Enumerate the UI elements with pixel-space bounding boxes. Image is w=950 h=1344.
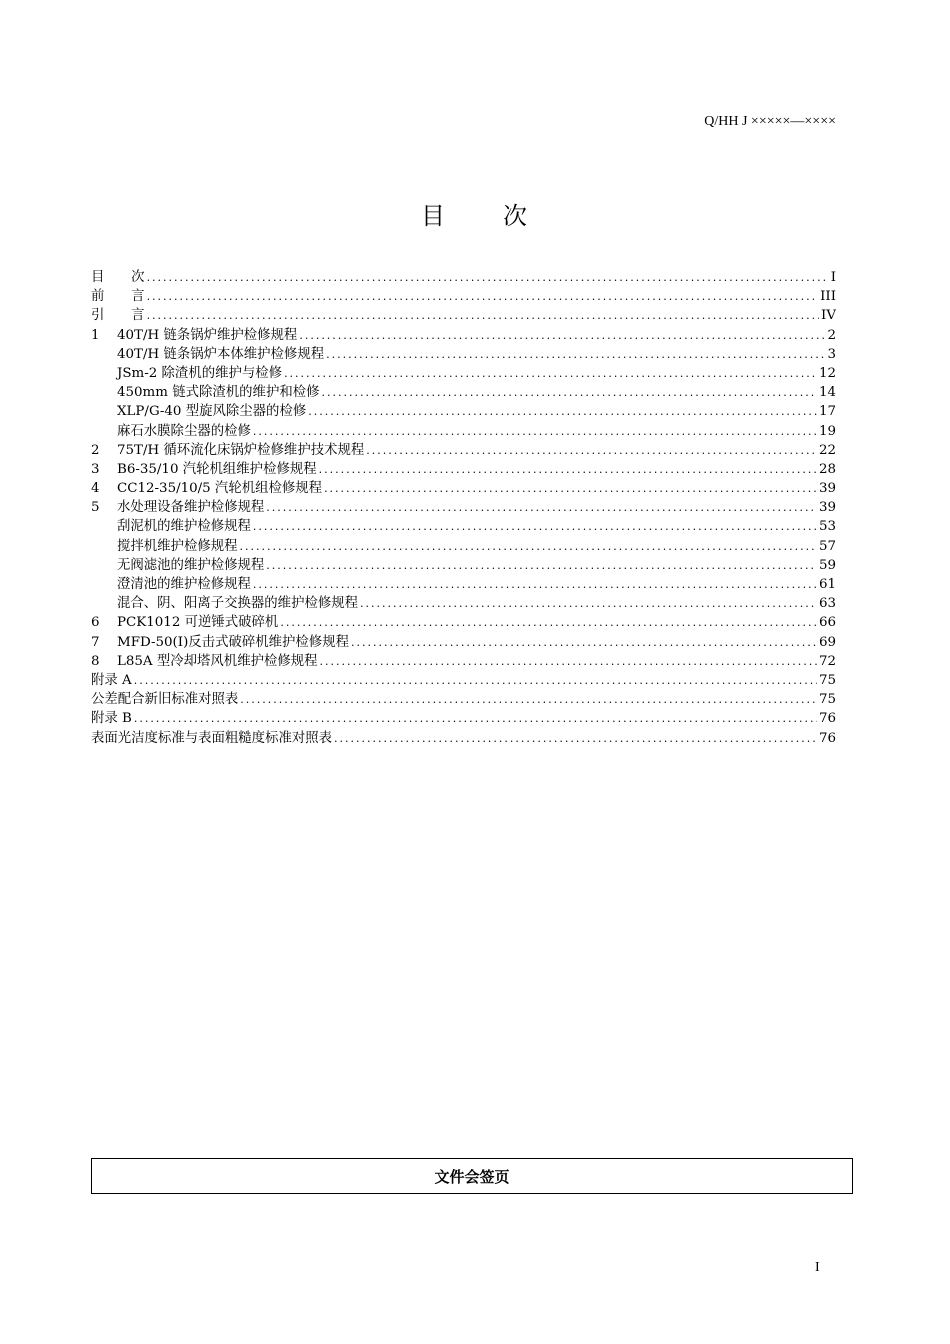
toc-leader-dots bbox=[319, 460, 817, 479]
toc-leader-dots bbox=[240, 537, 817, 556]
toc-entry-label: XLP/G-40 型旋风除尘器的检修 bbox=[117, 404, 307, 420]
toc-leader-dots bbox=[147, 268, 829, 287]
toc-entry-section[interactable] bbox=[91, 422, 836, 441]
toc-leader-dots bbox=[134, 671, 817, 690]
toc-leader-dots bbox=[134, 709, 817, 728]
toc-entry-section[interactable] bbox=[91, 537, 836, 556]
toc-entry-page: 3 bbox=[827, 346, 836, 362]
toc-leader-dots bbox=[366, 441, 817, 460]
toc-entry-label: 75T/H 循环流化床锅炉检修维护技术规程 bbox=[117, 442, 365, 458]
toc-leader-dots bbox=[147, 306, 819, 325]
toc-entry-page: 22 bbox=[818, 442, 836, 458]
toc-entry-label: L85A 型冷却塔风机维护检修规程 bbox=[117, 653, 318, 669]
toc-entry-label: 引 言 bbox=[91, 308, 145, 324]
toc-entry-page: 12 bbox=[818, 365, 836, 381]
toc-entry-page: 75 bbox=[818, 672, 836, 688]
toc-entry-page: 14 bbox=[818, 385, 836, 401]
toc-entry-page: I bbox=[830, 270, 836, 285]
toc-entry-appendix-a[interactable] bbox=[91, 671, 836, 690]
toc-entry-label: CC12-35/10/5 汽轮机组检修规程 bbox=[117, 481, 323, 497]
toc-leader-dots bbox=[360, 594, 817, 613]
toc-entry-section[interactable] bbox=[91, 594, 836, 613]
toc-entry-label: 刮泥机的维护检修规程 bbox=[117, 519, 251, 535]
toc-entry-label: 澄清池的维护检修规程 bbox=[117, 577, 251, 592]
toc-entry-label: 40T/H 链条锅炉维护检修规程 bbox=[117, 327, 298, 343]
toc-entry-label: 目 次 bbox=[91, 270, 145, 285]
toc-entry-number: 1 bbox=[91, 327, 100, 343]
toc-entry-section[interactable] bbox=[91, 345, 836, 364]
toc-entry-label: JSm-2 除渣机的维护与检修 bbox=[117, 365, 283, 381]
toc-entry-label: 表面光洁度标准与表面粗糙度标准对照表 bbox=[91, 730, 333, 746]
toc-entry-label: 前 言 bbox=[91, 289, 145, 305]
toc-entry-page: III bbox=[820, 289, 836, 305]
toc-leader-dots bbox=[284, 364, 817, 383]
toc-entry-section[interactable] bbox=[91, 575, 836, 594]
toc-leader-dots bbox=[322, 383, 817, 402]
toc-entry-label: 450mm 链式除渣机的维护和检修 bbox=[117, 385, 320, 401]
toc-leader-dots bbox=[266, 556, 817, 575]
toc-entry-section[interactable] bbox=[91, 383, 836, 402]
toc-entry-chapter-3[interactable] bbox=[91, 460, 836, 479]
toc-entry-chapter-6[interactable] bbox=[91, 613, 836, 632]
document-signoff-box bbox=[91, 1158, 853, 1194]
toc-entry-chapter-7[interactable] bbox=[91, 633, 836, 652]
toc-entry-chapter-8[interactable] bbox=[91, 652, 836, 671]
page-title bbox=[0, 196, 950, 231]
toc-leader-dots bbox=[324, 479, 817, 498]
toc-entry-appendix-b[interactable] bbox=[91, 709, 836, 728]
toc-entry-page: 75 bbox=[818, 692, 836, 708]
toc-entry-number: 5 bbox=[91, 500, 100, 516]
toc-entry-label: PCK1012 可逆锤式破碎机 bbox=[117, 615, 279, 631]
toc-entry-page: 76 bbox=[818, 711, 836, 727]
toc-leader-dots bbox=[299, 326, 825, 345]
toc-entry-page: 66 bbox=[818, 615, 836, 631]
page-title-part1: 目 bbox=[421, 202, 447, 230]
toc-entry-page: 57 bbox=[818, 538, 836, 554]
toc-entry-number: 4 bbox=[91, 481, 100, 497]
toc-entry-chapter-4[interactable] bbox=[91, 479, 836, 498]
toc-entry-page: 76 bbox=[818, 730, 836, 746]
toc-entry-number: 6 bbox=[91, 615, 100, 631]
toc-entry-label: 混合、阴、阳离子交换器的维护检修规程 bbox=[117, 596, 359, 612]
toc-entry-label: 无阀滤池的维护检修规程 bbox=[117, 557, 265, 573]
toc-entry-section[interactable] bbox=[91, 364, 836, 383]
toc-leader-dots bbox=[334, 729, 817, 748]
page-title-part2: 次 bbox=[503, 202, 529, 230]
toc-entry-label: 附录 B bbox=[91, 711, 132, 727]
toc-leader-dots bbox=[351, 633, 817, 652]
toc-leader-dots bbox=[326, 345, 825, 364]
toc-entry-page: 69 bbox=[818, 634, 836, 650]
toc-leader-dots bbox=[320, 652, 817, 671]
document-code: Q/HH J ×××××—×××× bbox=[704, 114, 836, 129]
toc-leader-dots bbox=[280, 613, 817, 632]
toc-entry-page: 39 bbox=[818, 481, 836, 497]
toc-leader-dots bbox=[253, 575, 817, 594]
toc-entry-page: 63 bbox=[818, 596, 836, 612]
toc-leader-dots bbox=[240, 690, 817, 709]
toc-entry-tolerance-table[interactable] bbox=[91, 690, 836, 709]
toc-entry-number: 7 bbox=[91, 634, 100, 650]
toc-entry-label: 附录 A bbox=[91, 672, 132, 688]
toc-entry-section[interactable] bbox=[91, 556, 836, 575]
toc-entry-label: 水处理设备维护检修规程 bbox=[117, 500, 265, 516]
toc-entry-number: 3 bbox=[91, 461, 100, 477]
toc-leader-dots bbox=[308, 402, 817, 421]
toc-entry-contents[interactable] bbox=[91, 268, 836, 287]
toc-entry-page: 39 bbox=[818, 500, 836, 516]
page-number: I bbox=[815, 1260, 820, 1275]
toc-entry-label: B6-35/10 汽轮机组维护检修规程 bbox=[117, 461, 317, 477]
toc-entry-label: 麻石水膜除尘器的检修 bbox=[117, 423, 251, 439]
toc-entry-label: 40T/H 链条锅炉本体维护检修规程 bbox=[117, 346, 325, 362]
toc-entry-introduction[interactable] bbox=[91, 306, 836, 325]
toc-entry-page: 53 bbox=[818, 519, 836, 535]
toc-entry-surface-table[interactable] bbox=[91, 729, 836, 748]
toc-entry-chapter-1[interactable] bbox=[91, 326, 836, 345]
toc-entry-section[interactable] bbox=[91, 402, 836, 421]
toc-entry-label: 搅拌机维护检修规程 bbox=[117, 538, 238, 554]
toc-entry-page: 59 bbox=[818, 557, 836, 573]
document-signoff-label: 文件会签页 bbox=[434, 1168, 510, 1186]
toc-leader-dots bbox=[147, 287, 819, 306]
toc-entry-chapter-5[interactable] bbox=[91, 498, 836, 517]
toc-entry-number: 8 bbox=[91, 653, 100, 669]
toc-entry-section[interactable] bbox=[91, 517, 836, 536]
toc-leader-dots bbox=[266, 498, 817, 517]
toc-entry-chapter-2[interactable] bbox=[91, 441, 836, 460]
toc-entry-page: 2 bbox=[827, 327, 836, 343]
toc-entry-page: 72 bbox=[818, 653, 836, 669]
toc-leader-dots bbox=[253, 517, 817, 536]
toc-entry-page: 61 bbox=[818, 577, 836, 592]
toc-entry-page: IV bbox=[821, 308, 836, 324]
toc-entry-page: 28 bbox=[818, 461, 836, 477]
table-of-contents bbox=[91, 268, 836, 748]
toc-entry-page: 17 bbox=[818, 404, 836, 420]
toc-entry-foreword[interactable] bbox=[91, 287, 836, 306]
toc-entry-label: 公差配合新旧标准对照表 bbox=[91, 692, 239, 708]
toc-entry-page: 19 bbox=[818, 423, 836, 439]
toc-entry-label: MFD-50(I)反击式破碎机维护检修规程 bbox=[117, 634, 349, 650]
toc-entry-number: 2 bbox=[91, 442, 100, 458]
toc-leader-dots bbox=[253, 422, 817, 441]
